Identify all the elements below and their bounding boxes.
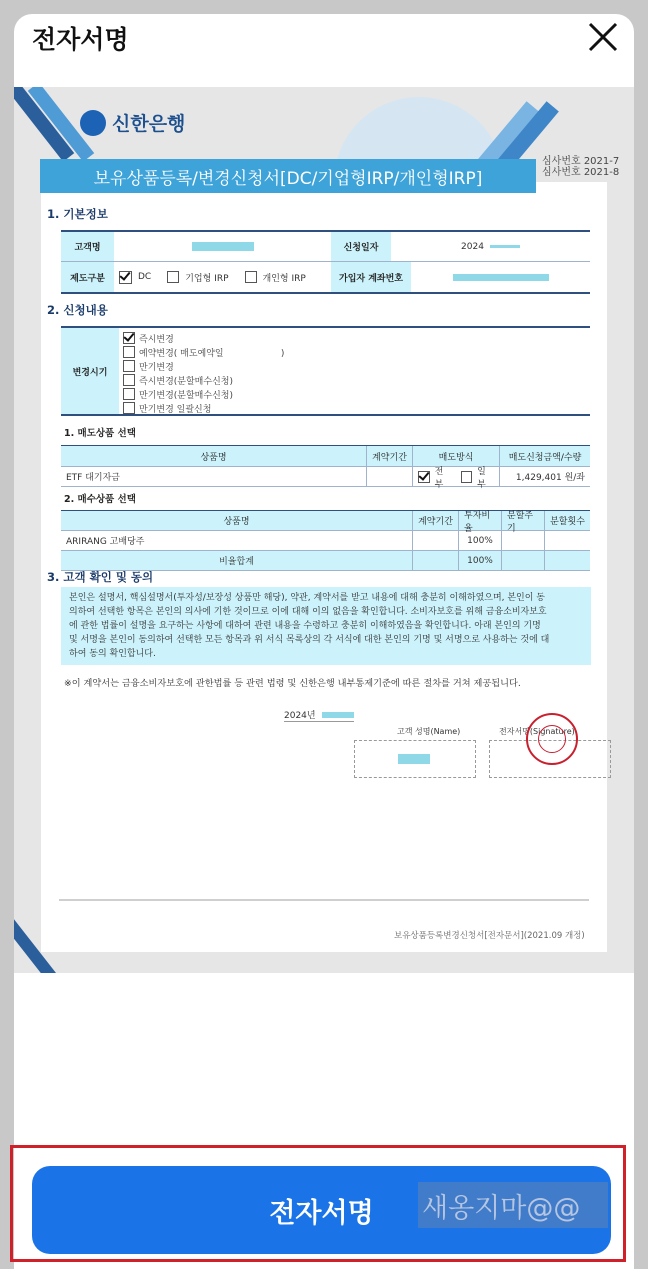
seal-stamp-icon: [526, 713, 578, 765]
col-header: 계약기간: [367, 446, 413, 466]
sell-section-title: 1. 매도상품 선택: [64, 428, 136, 439]
change-time-label: 변경시기: [61, 328, 119, 414]
watermark: 새옹지마@@: [418, 1182, 608, 1228]
system-label: 제도구분: [61, 262, 114, 292]
apply-year: 2024: [461, 241, 484, 252]
option-reserved[interactable]: 예약변경( 매도예약일 ): [123, 345, 284, 359]
system-options: [114, 262, 331, 292]
buy-contract-period: [413, 531, 459, 550]
name-label: 고객 성명(Name): [397, 727, 461, 736]
form-footer: 보유상품등록변경신청서[전자문서](2021.09 개정): [394, 931, 585, 941]
buy-product-name: ARIRANG 고배당주: [61, 531, 413, 550]
col-header: 매도방식: [413, 446, 500, 466]
customer-label: 고객명: [61, 232, 114, 261]
col-header: 매도신청금액/수량: [500, 446, 590, 466]
option-maturity[interactable]: 만기변경: [123, 359, 284, 373]
col-header: 분할주기: [502, 511, 545, 530]
change-time-options: [119, 328, 288, 414]
name-box: [354, 740, 476, 778]
exam-number: 심사번호 2021-7: [542, 156, 620, 167]
table-row: [61, 232, 590, 262]
account-label: 가입자 계좌번호: [331, 262, 411, 292]
sign-year: 2024년: [284, 711, 316, 721]
table-row: [61, 328, 590, 414]
consent-line: 및 서명을 본인이 동의하여 선택한 모든 항목과 위 서식 목록상의 각 서식에 대한 본인의 기명 및 서명으로 사용하는 것에 대: [69, 635, 550, 645]
table-row: [61, 466, 590, 490]
total-empty: [413, 551, 459, 570]
table-header: [61, 510, 590, 534]
brand-name: 신한은행: [112, 113, 186, 135]
option-all-label: 전부: [434, 466, 444, 490]
sell-amount: 1,429,401 원/좌: [515, 473, 585, 483]
exam-number: 심사번호 2021-8: [542, 167, 620, 178]
buy-section-title: 2. 매수상품 선택: [64, 494, 136, 505]
checkbox-dc[interactable]: [119, 271, 132, 284]
buy-split-count: [545, 531, 590, 550]
col-header: 투자비율: [459, 511, 502, 530]
consent-line: 에 관한 법률이 설명을 요구하는 사항에 대하여 관련 내용을 수령하고 충분히 이해하였음을 확인합니다. 아래 본인의 기명: [69, 621, 541, 631]
signature-label: 전자서명(Signature): [499, 727, 575, 736]
e-sign-modal: [14, 14, 634, 1269]
buy-table: [61, 510, 590, 571]
basic-info-table: [61, 230, 590, 294]
checkbox-part[interactable]: [461, 471, 473, 483]
buy-split-cycle: [502, 531, 545, 550]
col-header: 계약기간: [413, 511, 459, 530]
col-header: 상품명: [61, 446, 367, 466]
section-basic-info: 1. 기본정보: [47, 207, 108, 221]
col-header: 상품명: [61, 511, 413, 530]
option-immediate-split[interactable]: 즉시변경(분할매수신청): [123, 373, 284, 387]
account-number-masked: [411, 262, 590, 292]
sell-table: [61, 445, 590, 490]
checkbox-all[interactable]: [418, 471, 430, 483]
total-ratio: 100%: [459, 551, 502, 570]
option-corp-irp-label: 기업형 IRP: [185, 273, 229, 284]
checkbox-corp-irp[interactable]: [167, 271, 179, 283]
option-part-label: 일부: [477, 466, 486, 490]
e-sign-button[interactable]: 전자서명: [32, 1166, 611, 1254]
table-row: [61, 531, 590, 551]
sell-product-name: ETF 대기자금: [61, 467, 367, 486]
footer-divider: [59, 899, 589, 901]
table-header: [61, 446, 590, 467]
legal-notice: ※이 계약서는 금융소비자보호에 관한법률 등 관련 법령 및 신한은행 내부통제기준에 따른 절차를 거쳐 제공됩니다.: [64, 678, 521, 689]
apply-date-label: 신청일자: [331, 232, 391, 261]
option-immediate[interactable]: 즉시변경: [123, 331, 284, 345]
sell-contract-period: [367, 467, 413, 486]
consent-text: [61, 587, 591, 665]
apply-date: [391, 232, 590, 261]
total-label: 비율합계: [61, 551, 413, 570]
customer-name-masked: [114, 232, 331, 261]
total-empty: [502, 551, 545, 570]
col-header: 분할횟수: [545, 511, 590, 530]
consent-line: 의하여 선택한 항목은 본인의 의사에 기한 것이므로 이에 대해 이의 없음을 확인합니다. 소비자보호를 위해 금융소비자보호: [69, 607, 547, 617]
option-maturity-bulk[interactable]: 만기변경 일괄신청: [123, 401, 284, 415]
shinhan-logo-icon: [80, 110, 106, 136]
option-indiv-irp-label: 개인형 IRP: [262, 273, 306, 284]
close-icon[interactable]: [586, 20, 620, 54]
table-row: [61, 262, 590, 294]
option-dc-label: DC: [138, 272, 152, 282]
checkbox-indiv-irp[interactable]: [245, 271, 257, 283]
form-title: 보유상품등록/변경신청서[DC/기업형IRP/개인형IRP]: [40, 159, 536, 193]
section-consent: 3. 고객 확인 및 동의: [47, 570, 154, 584]
document-viewer[interactable]: [14, 87, 634, 973]
consent-line: 본인은 설명서, 핵심설명서(투자성/보장성 상품만 해당), 약관, 계약서를 받고 내용에 대해 충분히 이해하였으며, 본인이 동: [69, 593, 546, 603]
buy-ratio: 100%: [459, 531, 502, 550]
option-maturity-split[interactable]: 만기변경(분할매수신청): [123, 387, 284, 401]
sign-date: [284, 708, 354, 722]
consent-line: 하여 동의 확인합니다.: [69, 649, 156, 659]
change-time-table: [61, 326, 590, 416]
table-row-total: [61, 551, 590, 571]
brand-logo: [80, 109, 185, 136]
modal-title: 전자서명: [32, 25, 129, 54]
sell-method: [413, 466, 500, 490]
total-empty: [545, 551, 590, 570]
exam-numbers: [542, 156, 619, 178]
section-request: 2. 신청내용: [47, 303, 108, 317]
